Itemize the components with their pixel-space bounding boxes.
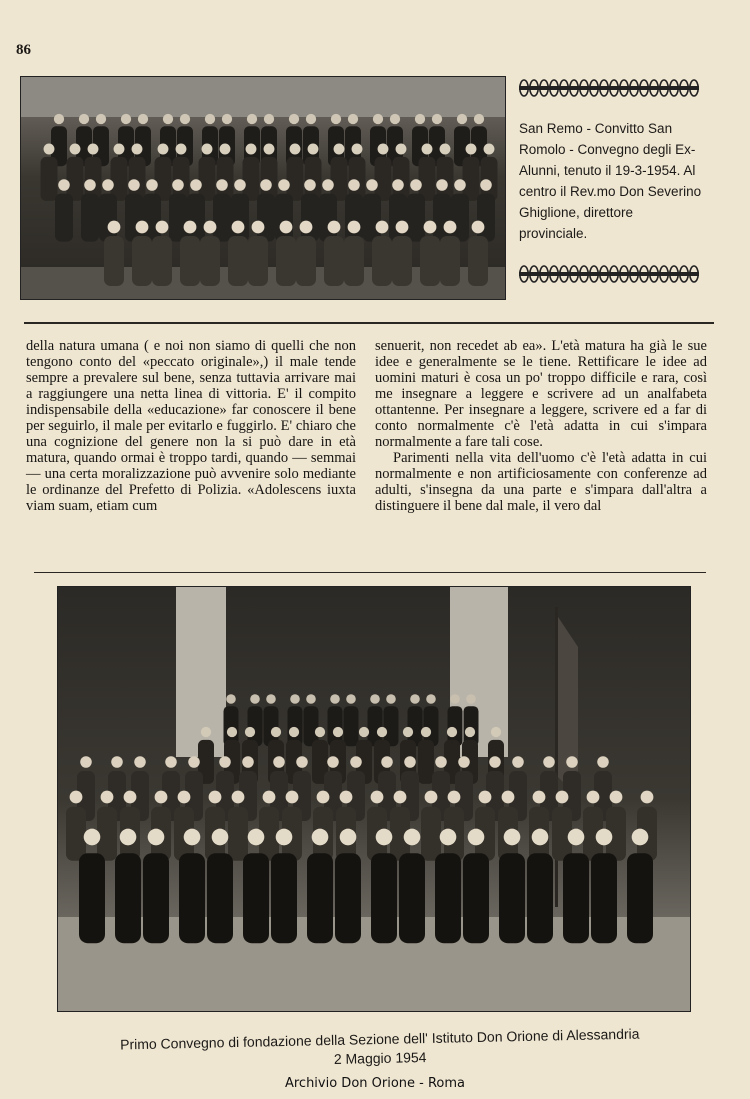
top-photo-caption: San Remo - Convitto San Romolo - Convegno degli Ex-Alunni, tenuto il 19-3-1954. Al centro il Rev.mo Don Severino Ghiglione, direttore provinciale. <box>519 121 702 241</box>
group-photo-alessandria-figures <box>58 587 690 1011</box>
article-right-paragraph-2: Parimenti nella vita dell'uomo c'è l'età adatta in cui normalmente e non artificiosamente con conferenze ad adulti, s'insegna da una parte e s'impara dall'altra a distinguere il bene dal male, il vero dal <box>375 450 707 514</box>
section-divider-bottom <box>34 572 706 573</box>
group-photo-san-remo <box>20 76 506 300</box>
article-right-column <box>375 338 707 514</box>
bottom-caption-line-1: Primo Convegno di fondazione della Sezione dell' Istituto Don Orione di Alessandria <box>119 1025 640 1053</box>
section-divider-top <box>24 322 714 324</box>
bottom-caption-line-2: 2 Maggio 1954 <box>333 1049 427 1067</box>
group-photo-alessandria <box>57 586 691 1012</box>
ornament-top <box>519 78 699 98</box>
article-right-paragraph-1: senuerit, non recedet ab ea». L'età matura ha già le sue idee e generalmente se le tiene. Rettificare le idee ad uomini maturi è cosa un po' troppo difficile e rara, così me insegnare a leggere e scrivere ad un analfabeta ottantenne. Per insegnare a leggere, scrivere ed a far di conto normalmente c'è l'età adatta in cui s'impara normalmente a fare tali cose. <box>375 338 707 450</box>
article-left-text: della natura umana ( e noi non siamo di quelli che non tengono conto del «peccato originale»,) il male tende sempre a prevalere sul bene, senza tuttavia arrivare mai a raggiungere una netta linea di vittoria. E' il compito indispensabile della «educazione» far conoscere il bene per seguirlo, il male per evitarlo e fuggirlo. E' chiaro che una cognizione del genere non la si può dare in età matura, quando ormai è troppo tardi, quando — semmai — una certa moralizzazione può avvenire solo mediante le ordinanze del Prefetto di Polizia. «Adolescens iuxta viam suam, etiam cum <box>26 338 356 514</box>
article-left-column <box>26 338 356 514</box>
ornament-bottom <box>519 264 699 284</box>
group-photo-san-remo-figures <box>21 77 505 299</box>
bottom-photo-caption <box>60 1023 701 1074</box>
page-number: 86 <box>16 42 31 58</box>
archive-footer: Archivio Don Orione - Roma <box>284 1076 466 1091</box>
